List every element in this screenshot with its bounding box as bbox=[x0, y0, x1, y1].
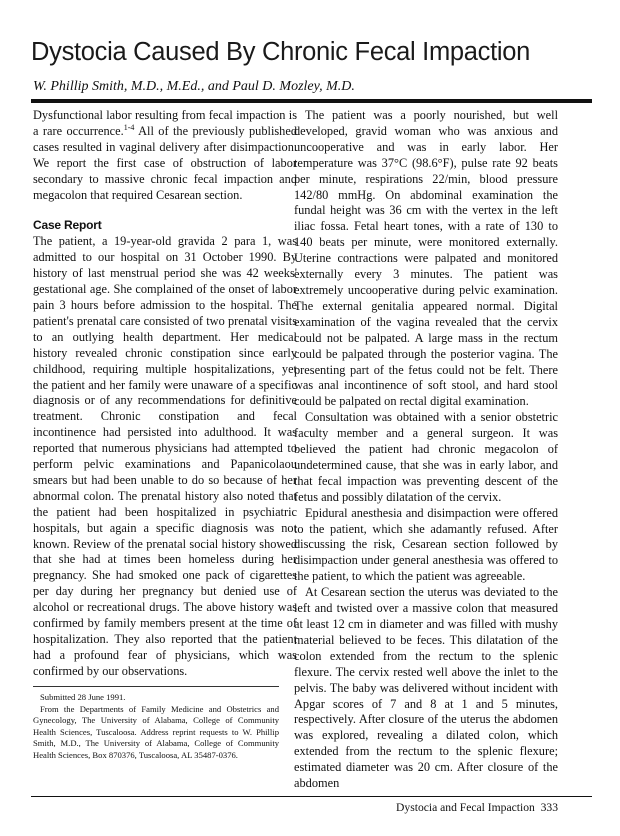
article-title: Dystocia Caused By Chronic Fecal Impaction bbox=[31, 38, 531, 66]
anesthesia-paragraph: Epidural anesthesia and disimpaction were offered to the patient, which she adamantly refused. After discussing the risk, Cesarean section followed by disimpaction under general anesthesia was offered to the patient, to which the patient was agreeable. bbox=[294, 505, 558, 584]
abstract-text-rest: All of the previously published cases resulted in vaginal delivery after disimpaction. We report the first case of obstruction of labor secondary to massive chronic fecal impaction and megacolon that required Cesarean section. bbox=[33, 123, 298, 202]
footnote-affiliation: From the Departments of Family Medicine and Obstetrics and Gynecology, The University of Alabama, College of Community Health Sciences, Tuscaloosa. Address reprint requests to W. Phillip Smith, M.D., The University of Alabama, College of Community Health Sciences, Box 870376, Tuscaloosa, AL 35487-0376. bbox=[33, 703, 279, 760]
abstract-paragraph bbox=[33, 108, 297, 203]
footnote-submitted: Submitted 28 June 1991. bbox=[40, 692, 126, 702]
consultation-paragraph: Consultation was obtained with a senior obstetric faculty member and a general surgeon. It was believed the patient had chronic megacolon of undetermined cause, that she was in early labor, and that fecal impaction was preventing descent of the fetus and possibly dilatation of the cervix. bbox=[294, 410, 558, 504]
running-title: Dystocia and Fecal Impaction bbox=[396, 801, 535, 814]
exam-paragraph: The patient was a poorly nourished, but well developed, gravid woman who was anxious and uncooperative and was in early labor. Her temperature was 37°C (98.6°F), pulse rate 92 beats per minute, respirations 22/min, blood pressure 142/80 mmHg. On abdominal examination the fundal height was 36 cm with the vertex in the left iliac fossa. Fetal heart tones, with a rate of 130 to 140 beats per minute, were monitored externally. Uterine contractions were palpated and monitored externally every 3 minutes. The patient was extremely uncooperative during pelvic examination. The external genitalia appeared normal. Digital examination of the vagina revealed that the cervix could not be palpated. A large mass in the rectum could be palpated through the posterior vagina. The presenting part of the fetus could not be felt. There was anal incontinence of soft stool, and hard stool could be palpated on rectal digital examination. bbox=[294, 108, 558, 409]
abstract-citation: 1-4 bbox=[123, 122, 135, 132]
footnote bbox=[33, 692, 279, 762]
case-report-heading: Case Report bbox=[33, 218, 102, 233]
footnote-rule bbox=[33, 686, 279, 687]
page-number: 333 bbox=[540, 801, 558, 814]
footer-rule bbox=[31, 796, 592, 797]
page-footer bbox=[396, 801, 558, 814]
header-rule bbox=[31, 99, 592, 103]
right-column bbox=[294, 108, 558, 792]
left-column bbox=[33, 108, 297, 680]
case-report-paragraph: The patient, a 19-year-old gravida 2 para 1, was admitted to our hospital on 31 October 1990. By history of last menstrual period she was 42 weeks' gestational age. She complained of the onset of labor pain 3 hours before admission to the hospital. The patient's prenatal care consisted of two prenatal visits to an outlying health department. Her medical history revealed chronic constipation since early childhood, requiring multiple hospitalizations, yet the patient and her family were unaware of a specific diagnosis or of any recommendations for definitive treatment. Chronic constipation and fecal incontinence had persisted into adulthood. It was reported that numerous physicians had attempted to perform pelvic examinations and Papanicolaou smears but had been unable to do so because of her abnormal colon. The prenatal history also noted that the patient had been hospitalized in psychiatric hospitals, but again a specific diagnosis was not known. Review of the prenatal social history showed that she had at times been homeless during her pregnancy. She had smoked one pack of cigarettes per day during her pregnancy but denied use of alcohol or recreational drugs. The above history was confirmed by family members present at the time of hospitalization. They also reported that the patient had a profound fear of physicians, which was confirmed by our observations. bbox=[33, 234, 297, 678]
abstract-text: Dysfunctional labor resulting from fecal impaction is a rare occurrence. bbox=[33, 108, 297, 138]
article-authors: W. Phillip Smith, M.D., M.Ed., and Paul D. Mozley, M.D. bbox=[33, 79, 355, 94]
cesarean-paragraph: At Cesarean section the uterus was deviated to the left and twisted over a massive colon that measured at least 12 cm in diameter and was filled with mushy material believed to be feces. This dilatation of the colon extended from the rectum to the splenic flexure. The cervix rested well above the inlet to the pelvis. The baby was delivered without incident with Apgar scores of 7 and 8 at 1 and 5 minutes, respectively. After closure of the uterus the abdomen was explored, revealing a dilated colon, which extended from the rectum to the splenic flexure; estimated diameter was 20 cm. After closure of the abdomen bbox=[294, 585, 558, 791]
